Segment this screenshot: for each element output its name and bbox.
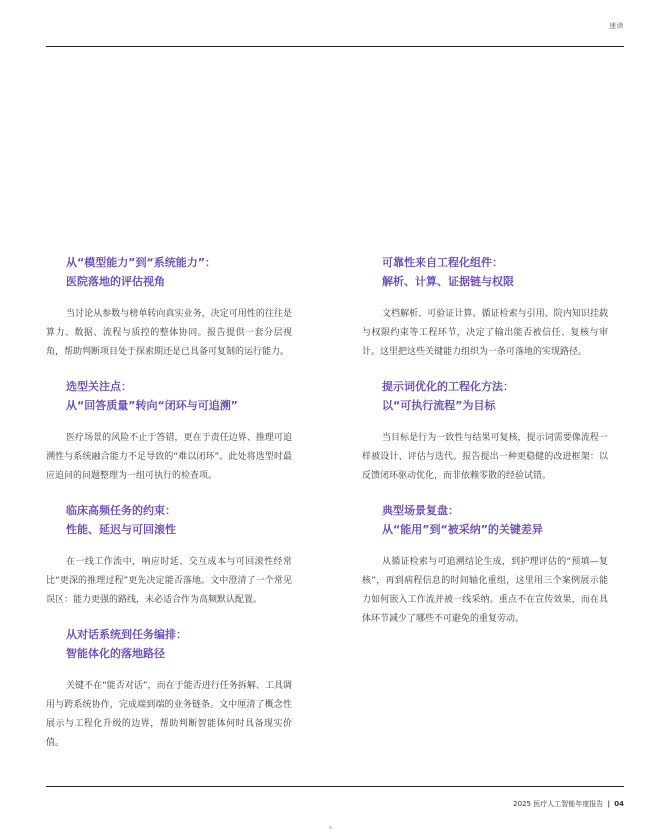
heading-line-1: 临床高频任务的约束： — [66, 504, 176, 517]
footer-separator: | — [607, 800, 611, 808]
left-column — [46, 254, 292, 769]
section-selection-focus — [46, 378, 292, 486]
section-engineering-components — [362, 254, 608, 362]
right-column — [362, 254, 608, 645]
section-body: 当目标是行为一致性与结果可复核，提示词需要像流程一样被设计、评估与迭代。报告提出一种更稳健的改进框架：以反馈闭环驱动优化，而非依赖零散的经验试错。 — [362, 433, 608, 481]
section-heading — [362, 378, 608, 415]
section-clinical-constraints — [46, 502, 292, 610]
heading-line-1: 从对话系统到任务编排： — [66, 628, 187, 641]
section-body: 在一线工作流中，响应时延、交互成本与可回滚性经常比“更深的推理过程”更先决定能否落地。文中澄清了一个常见误区：能力更强的路线，未必适合作为高频默认配置。 — [46, 557, 292, 605]
heading-line-2: 解析、计算、证据链与权限 — [382, 274, 514, 288]
section-body: 从循证检索与可追溯结论生成，到护理评估的“预填—复核”，再到病程信息的时间轴化重组，这里用三个案例展示能力如何嵌入工作流并被一线采纳。重点不在宣传效果，而在具体环节减少了哪些不可避免的重复劳动。 — [362, 557, 608, 624]
top-rule — [46, 46, 624, 47]
section-prompt-engineering — [362, 378, 608, 486]
section-body: 关键不在“能否对话”，而在于能否进行任务拆解、工具调用与跨系统协作，完成端到端的业务链条。文中厘清了概念性展示与工程化升级的边界，帮助判断智能体何时具备现实价值。 — [46, 681, 292, 748]
heading-line-1: 从“模型能力”到“系统能力”： — [66, 256, 216, 269]
bottom-rule — [46, 786, 624, 787]
section-heading — [46, 626, 292, 663]
section-heading — [46, 378, 292, 415]
page-number: 04 — [614, 800, 624, 808]
running-header: 速读 — [609, 22, 624, 30]
heading-line-1: 典型场景复盘： — [382, 504, 459, 517]
heading-line-1: 提示词优化的工程化方法： — [382, 380, 514, 393]
heading-line-2: 智能体化的落地路径 — [66, 646, 165, 660]
section-body: 医疗场景的风险不止于答错，更在于责任边界、推理可追溯性与系统融合能力不足导致的“难以闭环”。此处将选型时最应追问的问题整理为一组可执行的检查项。 — [46, 433, 292, 481]
section-body: 文档解析、可验证计算、循证检索与引用、院内知识挂载与权限约束等工程环节，决定了输出能否被信任、复核与审计。这里把这些关键能力组织为一条可落地的实现路径。 — [362, 309, 608, 357]
section-heading — [362, 254, 608, 291]
page-indicator-dot — [329, 826, 332, 829]
heading-line-2: 以“可执行流程”为目标 — [382, 398, 496, 412]
section-system-capability — [46, 254, 292, 362]
section-agent-orchestration — [46, 626, 292, 753]
heading-line-2: 性能、延迟与可回滚性 — [66, 522, 176, 536]
section-heading — [362, 502, 608, 539]
heading-line-2: 医院落地的评估视角 — [66, 274, 165, 288]
page-footer — [513, 799, 624, 809]
heading-line-1: 可靠性来自工程化组件： — [382, 256, 503, 269]
section-body: 当讨论从参数与榜单转向真实业务，决定可用性的往往是算力、数据、流程与质控的整体协同。报告提供一套分层视角，帮助判断项目处于探索期还是已具备可复制的运行能力。 — [46, 309, 292, 357]
heading-line-1: 选型关注点： — [66, 380, 132, 393]
section-heading — [46, 502, 292, 539]
heading-line-2: 从“能用”到“被采纳”的关键差异 — [382, 522, 543, 536]
section-heading — [46, 254, 292, 291]
report-title: 2025 医疗人工智能年度报告 — [513, 800, 604, 808]
heading-line-2: 从“回答质量”转向“闭环与可追溯” — [66, 398, 238, 412]
section-case-review — [362, 502, 608, 629]
